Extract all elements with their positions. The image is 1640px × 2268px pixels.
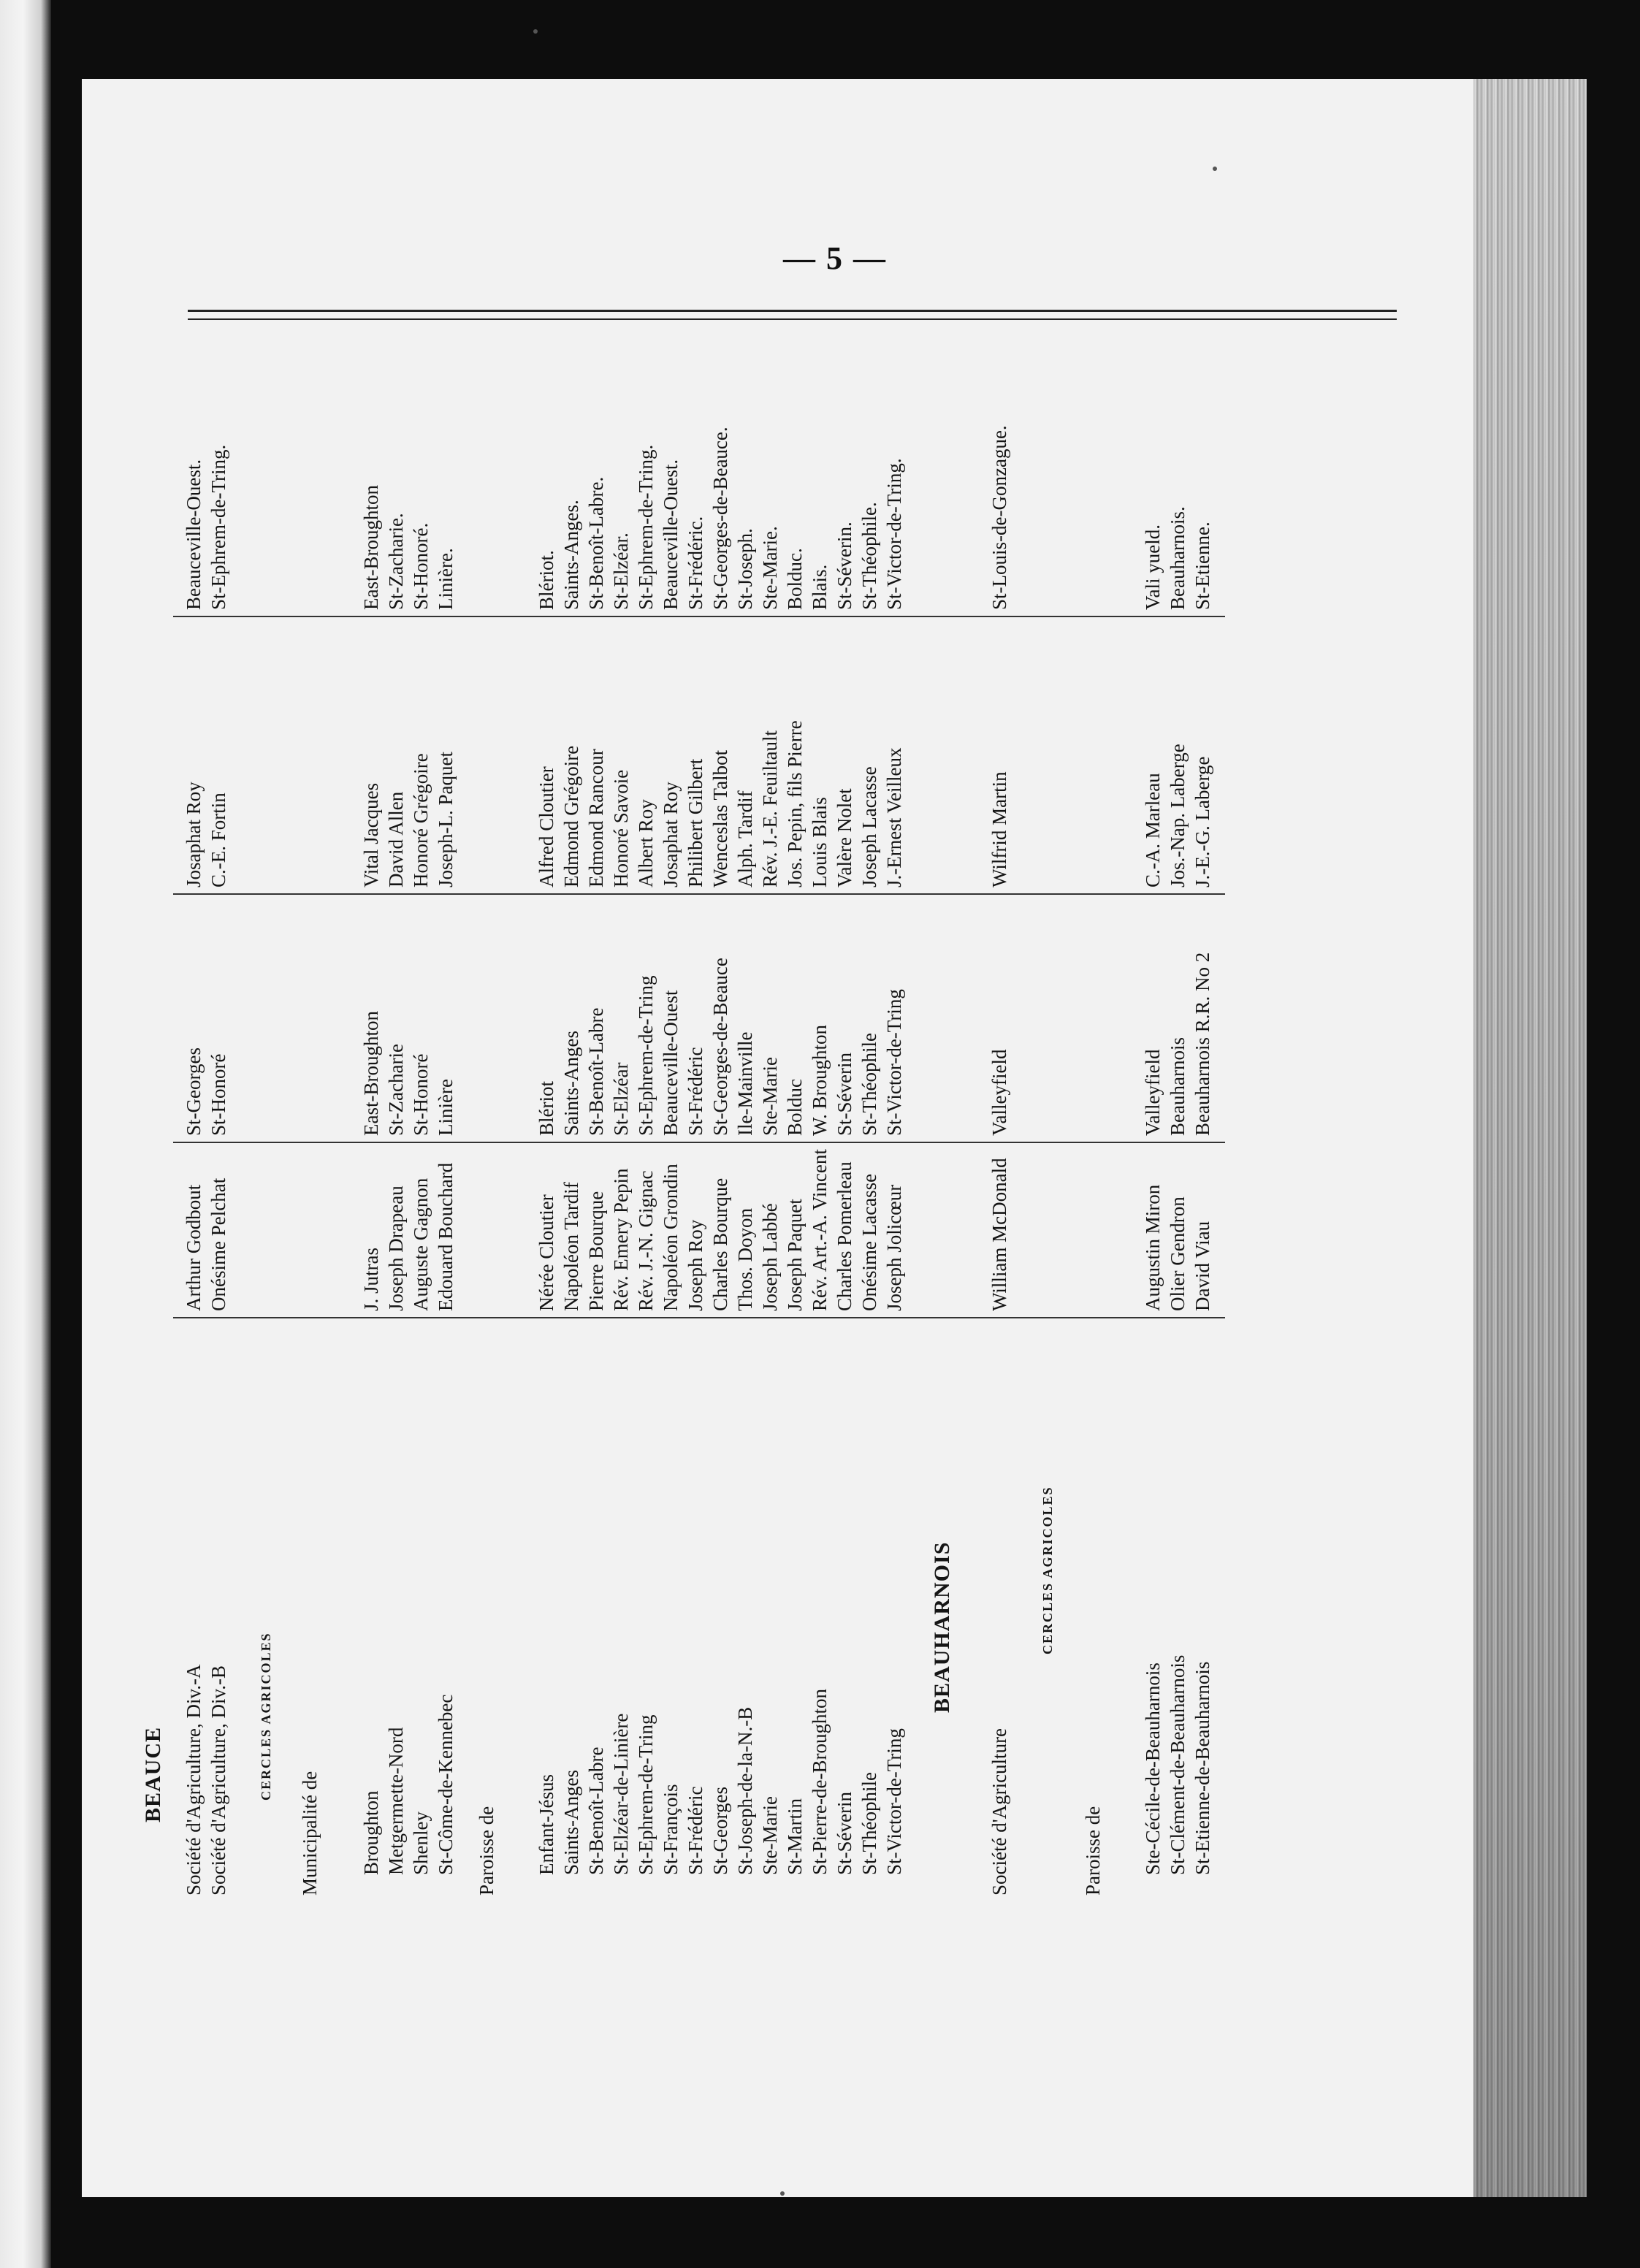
table-row: St-Martin Joseph Paquet Bolduc Jos. Pepin, fils Pierre Bolduc. xyxy=(784,548,806,1875)
table-row: St-Benoît-Labre Pierre Bourque St-Benoît-Labre Edmond Rancour St-Benoît-Labre. xyxy=(585,476,607,1875)
cell-society: Société d'Agriculture, Div.-B xyxy=(207,1665,229,1895)
table-row: St-Clément-de-Beauharnois Olier Gendron Beauharnois Jos.-Nap. Laberge Beauharnois. xyxy=(1167,506,1189,1875)
table-row: St-Pierre-de-Broughton Rév. Art.-A. Vincent W. Broughton Louis Blais Blais. xyxy=(809,564,831,1875)
cercles-heading: CERCLES AGRICOLES xyxy=(259,1632,273,1801)
column-rule xyxy=(173,616,1225,617)
table-row: Enfant-Jésus Nérée Cloutier Blériot Alfred Cloutier Blériot. xyxy=(535,550,557,1875)
page-number: — 5 — xyxy=(783,240,887,276)
table-row: St-Victor-de-Tring Joseph Jolicœur St-Victor-de-Tring J.-Ernest Veilleux St-Victor-de-Tring. xyxy=(883,458,905,1875)
cell-address: St-Georges xyxy=(183,1047,205,1136)
table-row: St-Joseph-de-la-N.-B Thos. Doyon Ile-Mainville Alph. Tardif St-Joseph. xyxy=(734,528,756,1875)
table-row: St-Côme-de-Kennebec Edouard Bouchard Linière Joseph-L. Paquet Linière. xyxy=(435,548,457,1875)
table-row: St-Etienne-de-Beauharnois David Viau Beauharnois R.R. No 2 J.-E.-G. Laberge St-Etienne. xyxy=(1191,522,1213,1875)
page-stack-edge xyxy=(1473,79,1587,2197)
table-row xyxy=(206,318,231,1925)
scan-speck xyxy=(533,29,538,34)
group-label: Municipalité de xyxy=(299,1771,321,1895)
section-title-beauce: BEAUCE xyxy=(141,1726,165,1822)
table-row: Saints-Anges Napoléon Tardif Saints-Anges Edmond Grégoire Saints-Anges. xyxy=(560,500,582,1875)
cell-secretary: C.-E. Fortin xyxy=(207,793,229,887)
table-row: St-Ephrem-de-Tring Rév. J.-N. Gignac St-Ephrem-de-Tring Albert Roy St-Ephrem-de-Tring. xyxy=(635,444,657,1875)
rotated-table xyxy=(85,318,1262,1925)
cell-address: St-Ephrem-de-Tring. xyxy=(207,444,229,610)
table-row: Société d'Agriculture William McDonald Valleyfield Wilfrid Martin St-Louis-de-Gonzague. xyxy=(988,425,1010,1895)
table-row: Broughton J. Jutras East-Broughton Vital Jacques East-Broughton xyxy=(360,485,382,1875)
section-title-beauharnois: BEAUHARNOIS xyxy=(930,1541,954,1713)
cercles-heading: CERCLES AGRICOLES xyxy=(1040,1486,1055,1654)
table-row: St-Théophile Onésime Lacasse St-Théophile Joseph Lacasse St-Théophile. xyxy=(858,502,880,1875)
table-row: St-François Napoléon Grondin Beauceville-Ouest Josaphat Roy Beauceville-Ouest. xyxy=(660,459,682,1875)
cell-president: Onésime Pelchat xyxy=(207,1177,229,1311)
cell-address: St-Honoré xyxy=(207,1053,229,1136)
column-rule xyxy=(173,893,1225,895)
table-row: Metgermette-Nord Joseph Drapeau St-Zacharie David Allen St-Zacharie. xyxy=(385,513,407,1875)
adjacent-page-edge xyxy=(0,0,51,2268)
group-label: Paroisse de xyxy=(1082,1806,1104,1895)
group-label: Paroisse de xyxy=(476,1806,497,1895)
column-rule xyxy=(173,1317,1225,1318)
table-row: St-Elzéar-de-Linière Rév. Emery Pepin St-Elzéar Honoré Savoie St-Elzéar. xyxy=(610,532,632,1875)
table-row xyxy=(181,318,206,1925)
scan-speck xyxy=(1213,167,1217,171)
table-row: Ste-Marie Joseph Labbé Ste-Marie Rév. J.-E. Feuiltault Ste-Marie. xyxy=(759,526,781,1875)
cell-society: Société d'Agriculture, Div.-A xyxy=(183,1664,205,1895)
table-row: Ste-Cécile-de-Beauharnois Augustin Miron Valleyfield C.-A. Marleau Vali yueld. xyxy=(1142,524,1164,1875)
cell-address: Beauceville-Ouest. xyxy=(183,459,205,610)
column-rule xyxy=(173,1142,1225,1143)
table-row: Shenley Auguste Gagnon St-Honoré Honoré Grégoire St-Honoré. xyxy=(410,522,432,1875)
table-row: St-Séverin Charles Pomerleau St-Séverin Valère Nolet St-Séverin. xyxy=(834,522,855,1875)
cell-president: Arthur Godbout xyxy=(183,1184,205,1311)
scan-speck xyxy=(780,2191,785,2196)
cell-secretary: Josaphat Roy xyxy=(183,782,205,887)
table-row: St-Frédéric Joseph Roy St-Frédéric Philibert Gilbert St-Frédéric. xyxy=(684,516,706,1875)
table-row: St-Georges Charles Bourque St-Georges-de-Beauce Wenceslas Talbot St-Georges-de-Beauce. xyxy=(709,427,731,1875)
